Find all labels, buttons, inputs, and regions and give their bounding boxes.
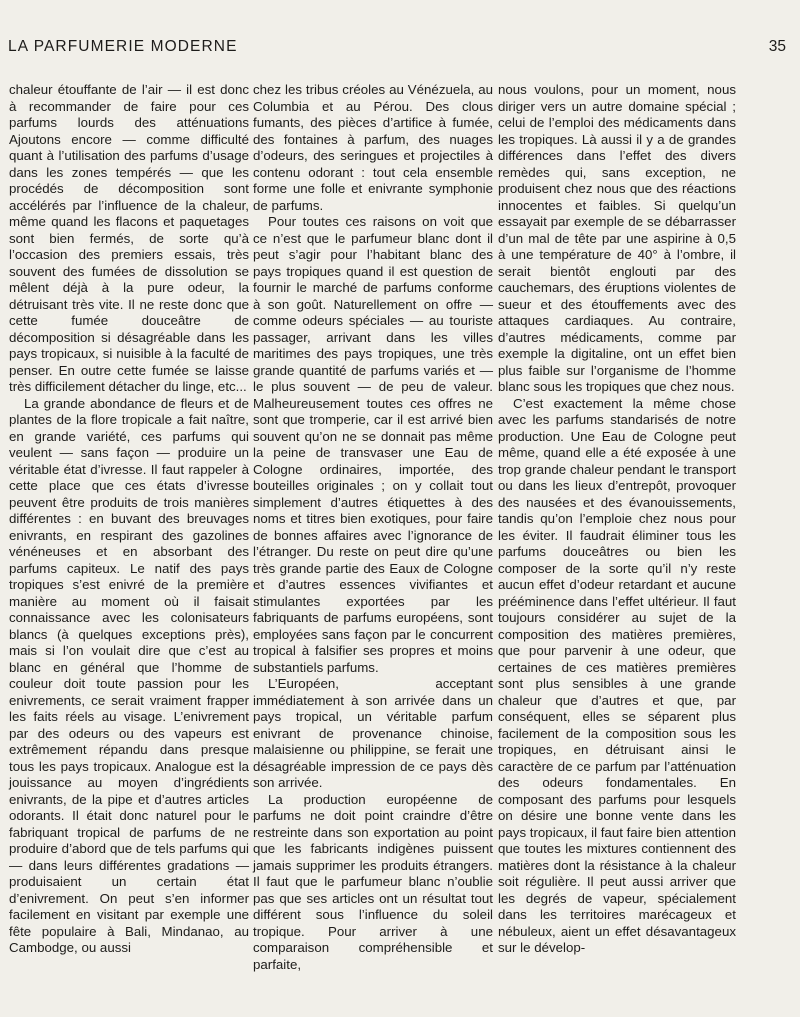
text-column-1: [9, 82, 249, 957]
paragraph: chaleur étouffante de l’air — il est donc à recommander de faire pour ces parfums lourds des atténuations Ajoutons encore — comme difficulté quant à l’utilisation des parfums d’usage dans les zones tempérés — que les procédés de décomposition sont accélérés par l’influence de la chaleur, même quand les flacons et paquetages sont bien fermés, de sorte qu’à l’occasion des premiers essais, très souvent des fumées de dissolution se mêlent déjà à la pure odeur, la détruisant très vite. Il ne reste donc que cette fumée douceâtre de décomposition si désagréable dans les pays tropicaux, si nuisible à la faculté de penser. En outre cette fumée se laisse très difficilement détacher du linge, etc...: [9, 82, 249, 394]
paragraph: nous voulons, pour un moment, nous diriger vers un autre domaine spécial ; celui de l’emploi des médicaments dans les tropiques. Là aussi il y a de grandes différences dans l’effet des divers remèdes qui, sans exception, ne produisent chez nous que des réactions innocentes et faibles. Si quelqu’un essayait par exemple de se débarrasser d’un mal de tête par une aspirine à 0,5 à une température de 40° à l’ombre, il serait bientôt englouti par des cauchemars, des éruptions violentes de sueur et des étouffements avec des attaques cardiaques. Au contraire, d’autres médicaments, comme par exemple la digitaline, ont un effet bien plus faible sur l’organisme de l’homme blanc sous les tropiques que chez nous.: [498, 82, 736, 394]
paragraph: C’est exactement la même chose avec les parfums standarisés de notre production. Une Eau de Cologne peut même, quand elle a été exposée à une trop grande chaleur pendant le transport ou dans les lieux d’entrepôt, provoquer des nausées et des évanouissements, tandis qu’on l’emploie chez nous pour les éviter. Il faudrait éliminer tous les parfums douceâtres ou bien les composer de la sorte qu’il n’y reste aucun effet d’odeur retardant et aucune prééminence dans l’effet ultérieur. Il faut toujours considérer au sujet de la composition des matières premières, que pour parvenir à une odeur, que certaines de ces matières premières sont plus sensibles à une grande chaleur que d’autres et que, par conséquent, elles se séparent plus facilement de la composition sous les tropiques, en détruisant ainsi le caractère de ce parfum par l’atténuation des odeurs fondamentales. En composant des parfums pour lesquels on désire une bonne vente dans les pays tropicaux, il faut faire bien attention que toutes les mixtures contiennent des matières dont la résistance à la chaleur soit régulière. Il peut aussi arriver que les degrés de vapeur, spécialement dans les territoires marécageux et nébuleux, aient un effet désavantageux sur le dévelop-: [498, 395, 737, 955]
text-column-3: [498, 82, 736, 957]
paragraph: La grande abondance de fleurs et de plantes de la flore tropicale a fait naître, en grande variété, ces parfums qui veulent — sans façon — produire un véritable état d’ivresse. Il faut rappeler à cette place que ces états d’ivresse peuvent être produits de trois manières différentes : en buvant des breuvages enivrants, en respirant des gazolines vénéneuses et en absorbant des parfums capiteux. Le natif des pays tropiques s’est enivré de la première manière au moment où il faisait connaissance avec les colonisateurs blancs (à quelques exceptions près), mais si l’on voulait dire que c’est au blanc en général que l’homme de couleur doit toute passion pour les enivrements, ce serait vraiment frapper les faits réels au visage. L’enivrement par des odeurs ou des vapeurs est extrêmement répandu dans presque tous les pays tropicaux. Analogue est la jouissance au moyen d’ingrédients enivrants, de la pipe et d’autres articles odorants. Il était donc naturel pour le fabriquant tropical de parfums de ne produire d’abord que de tels parfums qui — dans leurs différentes gradations — produisaient un certain état d’enivrement. On peut s’en informer facilement en visitant par exemple une fête populaire à Bali, Mindanao, au Cambodge, ou aussi: [9, 395, 249, 955]
paragraph: L’Européen, acceptant immédiatement à son arrivée dans un pays tropical, un véritable parfum enivrant de provenance chinoise, malaisienne ou philippine, se ferait une désagréable impression de ce pays dès son arrivée.: [253, 676, 493, 790]
page-header: [8, 38, 786, 60]
paragraph: Pour toutes ces raisons on voit que ce n’est que le parfumeur blanc dont il peut s’agir pour l’habitant blanc des pays tropiques quand il est question de fournir le marché de parfums conforme à son goût. Naturellement on offre — comme odeurs spéciales — au touriste passager, arrivant dans les villes maritimes des pays tropiques, une très grande quantité de parfums variés et — le plus souvent — de peu de valeur. Malheureusement toutes ces offres ne sont que tromperie, car il est arrivé bien souvent qu’on ne se donnait pas même la peine de transvaser une Eau de Cologne ordinaires, importée, des bouteilles originales ; on y collait tout simplement d’autres étiquettes à des noms et titres bien exotiques, pour faire de bonnes affaires avec l’ignorance de l’étranger. Du reste on peut dire qu’une très grande partie des Eaux de Cologne et d’autres essences vivifiantes et stimulantes exportées par les fabriquants de parfums européens, sont employées sans façon par le concurrent tropical à falsifier ses propres et moins substantiels parfums.: [253, 214, 493, 675]
page-number: 35: [768, 38, 786, 55]
paragraph: chez les tribus créoles au Vénézuela, au Columbia et au Pérou. Des clous fumants, des pièces d’artifice à fumée, des fontaines à parfum, des nuages d’odeurs, des seringues et projectiles à contenu odorant : tout cela ensemble forme une folle et enivrante symphonie de parfums.: [253, 82, 493, 213]
text-column-2: [253, 82, 493, 973]
paragraph: La production européenne de parfums ne doit point craindre d’être restreinte dans son exportation au point que les fabricants indigènes puissent jamais supprimer les produits étrangers. Il faut que le parfumeur blanc n’oublie pas que ses articles ont un résultat tout différent sous l’influence du soleil tropique. Pour arriver à une comparaison compréhensible et parfaite,: [253, 791, 493, 972]
running-head: LA PARFUMERIE MODERNE: [8, 38, 238, 55]
